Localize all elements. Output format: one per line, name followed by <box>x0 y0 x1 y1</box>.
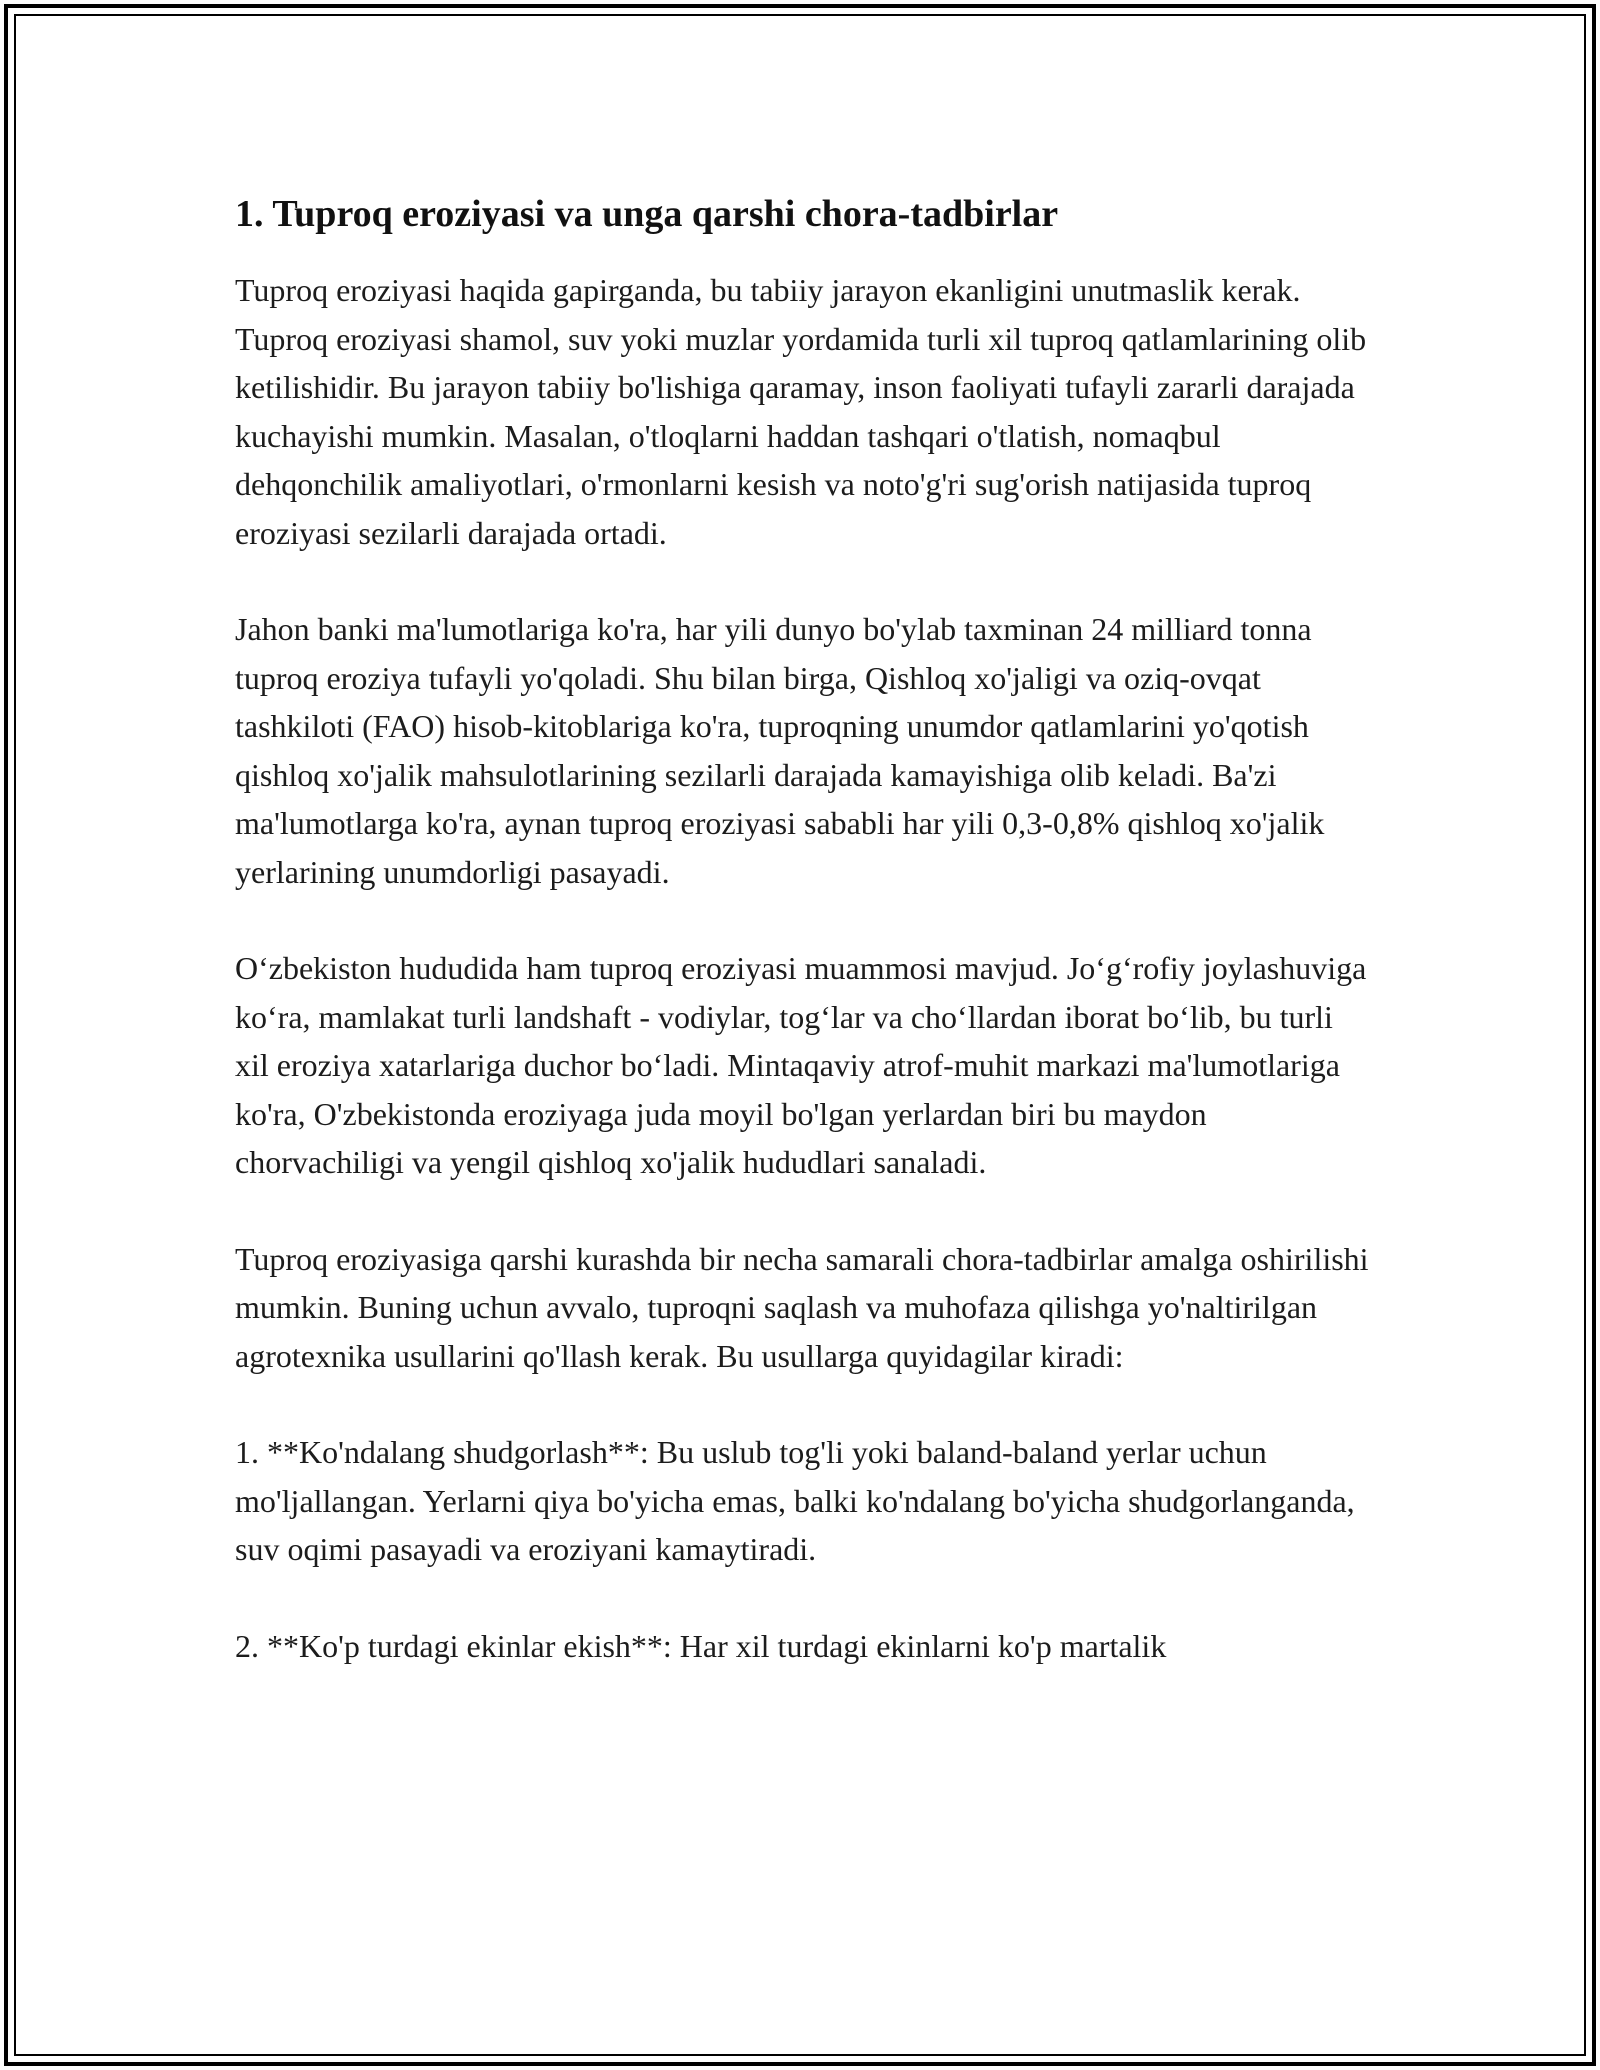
paragraph-erosion-intro: Tuproq eroziyasi haqida gapirganda, bu tabiiy jarayon ekanligini unutmaslik kerak. Tuproq eroziyasi shamol, suv yoki muzlar yordamida turli xil tuproq qatlamlarining olib ketilishidir. Bu jarayon tabiiy bo'lishiga qaramay, inson faoliyati tufayli zararli darajada kuchayishi mumkin. Masalan, o'tloqlarni haddan tashqari o'tlatish, nomaqbul dehqonchilik amaliyotlari, o'rmonlarni kesish va noto'g'ri sug'orish natijasida tuproq eroziyasi sezilarli darajada ortadi. <box>235 272 1367 551</box>
paragraph-uzbekistan: O‘zbekiston hududida ham tuproq eroziyasi muammosi mavjud. Jo‘g‘rofiy joylashuviga ko‘ra, mamlakat turli landshaft - vodiylar, tog‘lar va cho‘llardan iborat bo‘lib, bu turli xil eroziya xatarlariga duchor bo‘ladi. Mintaqaviy atrof-muhit markazi ma'lumotlariga ko'ra, O'zbekistonda eroziyaga juda moyil bo'lgan yerlardan biri bu maydon chorvachiligi va yengil qishloq xo'jalik hududlari sanaladi. <box>235 950 1367 1180</box>
document-title: 1. Tuproq eroziyasi va unga qarshi chora-tadbirlar <box>235 193 1059 235</box>
document-body <box>235 186 1370 1670</box>
list-item-contour-plowing: 1. **Ko'ndalang shudgorlash**: Bu uslub tog'li yoki baland-baland yerlar uchun mo'ljallangan. Yerlarni qiya bo'yicha emas, balki ko'ndalang bo'yicha shudgorlanganda, suv oqimi pasayadi va eroziyani kamaytiradi. <box>235 1434 1355 1567</box>
list-item-crop-diversity: 2. **Ko'p turdagi ekinlar ekish**: Har xil turdagi ekinlarni ko'p martalik <box>235 1627 1167 1664</box>
paragraph-world-statistics: Jahon banki ma'lumotlariga ko'ra, har yili dunyo bo'ylab taxminan 24 milliard tonna tuproq eroziya tufayli yo'qoladi. Shu bilan birga, Qishloq xo'jaligi va oziq-ovqat tashkiloti (FAO) hisob-kitoblariga ko'ra, tuproqning unumdor qatlamlarini yo'qotish qishloq xo'jalik mahsulotlarining sezilarli darajada kamayishiga olib keladi. Ba'zi ma'lumotlarga ko'ra, aynan tuproq eroziyasi sababli har yili 0,3-0,8% qishloq xo'jalik yerlarining unumdorligi pasayadi. <box>235 611 1325 890</box>
paragraph-measures-intro: Tuproq eroziyasiga qarshi kurashda bir necha samarali chora-tadbirlar amalga oshirilishi mumkin. Buning uchun avvalo, tuproqni saqlash va muhofaza qilishga yo'naltirilgan agrotexnika usullarini qo'llash kerak. Bu usullarga quyidagilar kiradi: <box>235 1240 1369 1374</box>
